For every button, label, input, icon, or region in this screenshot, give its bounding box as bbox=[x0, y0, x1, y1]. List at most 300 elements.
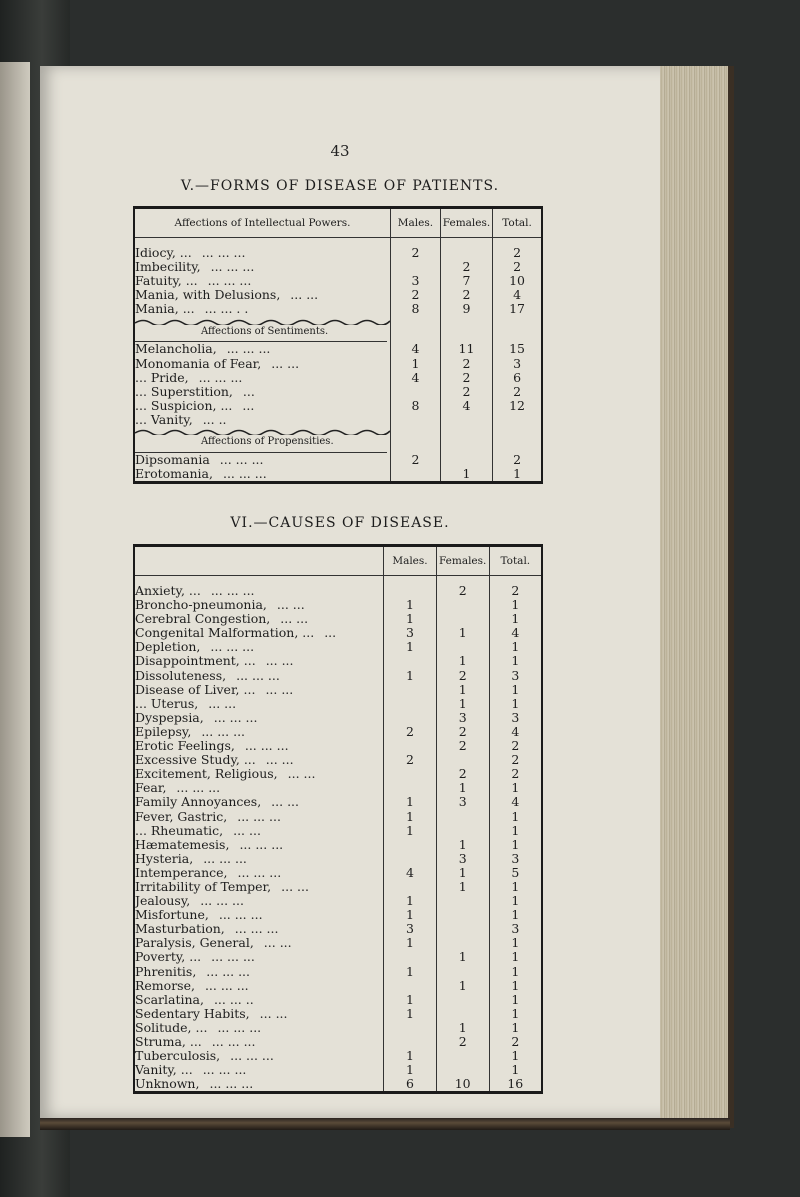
row-name: Misfortune, bbox=[135, 907, 209, 923]
leader-dots: ... ... .. bbox=[213, 991, 254, 1007]
males-cell: 1 bbox=[384, 640, 437, 654]
total-cell: 1 bbox=[489, 683, 542, 697]
row-name: ... Superstition, bbox=[135, 383, 233, 399]
row-name: Jealousy, bbox=[135, 893, 191, 909]
row-name: Anxiety, ... bbox=[135, 583, 201, 598]
males-cell bbox=[391, 260, 441, 274]
previous-page-edge bbox=[0, 62, 30, 1137]
females-cell: 2 bbox=[436, 584, 489, 598]
row-label bbox=[134, 626, 384, 640]
total-cell: 1 bbox=[489, 697, 542, 711]
leader-dots: ... ... bbox=[208, 695, 237, 711]
leader-dots: ... ... ... bbox=[209, 1076, 254, 1092]
table-row bbox=[134, 894, 542, 908]
table-row bbox=[134, 1021, 542, 1035]
total-cell bbox=[493, 413, 542, 427]
leader-dots: ... ... bbox=[271, 355, 300, 371]
table-row bbox=[134, 936, 542, 950]
males-cell: 6 bbox=[384, 1077, 437, 1093]
females-cell bbox=[436, 993, 489, 1007]
table-row bbox=[134, 399, 542, 413]
row-name: Hæmatemesis, bbox=[135, 836, 230, 852]
row-label bbox=[134, 1049, 384, 1063]
row-label bbox=[134, 880, 384, 894]
males-cell bbox=[391, 413, 441, 427]
females-cell: 10 bbox=[436, 1077, 489, 1093]
leader-dots: ... ... ... bbox=[203, 850, 247, 866]
total-cell: 3 bbox=[489, 669, 542, 683]
leader-dots: ... ... ... bbox=[200, 893, 244, 909]
row-name: Remorse, bbox=[135, 977, 195, 993]
males-cell bbox=[384, 711, 437, 725]
row-label bbox=[134, 371, 391, 385]
leader-dots: ... ... ... bbox=[210, 259, 255, 275]
table-row bbox=[134, 866, 542, 880]
section-heading bbox=[134, 316, 391, 342]
males-cell: 2 bbox=[384, 753, 437, 767]
row-label bbox=[134, 866, 384, 880]
table-row bbox=[134, 993, 542, 1007]
females-cell bbox=[436, 1049, 489, 1063]
leader-dots: ... ... bbox=[290, 287, 319, 303]
table-row bbox=[134, 1035, 542, 1049]
total-cell: 1 bbox=[489, 1007, 542, 1021]
row-label bbox=[134, 824, 384, 838]
females-cell bbox=[436, 908, 489, 922]
row-label bbox=[134, 274, 391, 288]
table-row bbox=[134, 908, 542, 922]
leader-dots: ... ... ... bbox=[207, 273, 252, 289]
section-6-title: VI.—CAUSES OF DISEASE. bbox=[230, 515, 450, 531]
females-cell: 4 bbox=[440, 399, 492, 413]
section-heading-row bbox=[134, 316, 542, 342]
total-cell: 1 bbox=[489, 894, 542, 908]
row-label bbox=[134, 1021, 384, 1035]
males-cell: 2 bbox=[391, 246, 441, 260]
row-label bbox=[134, 810, 384, 824]
table-row bbox=[134, 725, 542, 739]
row-label bbox=[134, 781, 384, 795]
row-name: Paralysis, General, bbox=[135, 935, 254, 951]
males-cell: 1 bbox=[384, 1007, 437, 1021]
row-name: Mania, ... bbox=[135, 301, 195, 317]
leader-dots: ... ... ... bbox=[237, 808, 281, 824]
males-cell bbox=[391, 316, 441, 342]
leader-dots: ... ... ... bbox=[210, 583, 255, 598]
females-cell bbox=[436, 965, 489, 979]
row-label bbox=[134, 1007, 384, 1021]
total-cell: 2 bbox=[493, 385, 542, 399]
total-cell: 3 bbox=[489, 922, 542, 936]
row-label bbox=[134, 936, 384, 950]
row-label bbox=[134, 399, 391, 413]
total-cell: 17 bbox=[493, 302, 542, 316]
row-label bbox=[134, 697, 384, 711]
females-cell: 1 bbox=[436, 697, 489, 711]
males-cell: 2 bbox=[391, 288, 441, 302]
males-cell: 4 bbox=[384, 866, 437, 880]
total-cell: 2 bbox=[489, 1035, 542, 1049]
table-row bbox=[134, 880, 542, 894]
row-name: Imbecility, bbox=[135, 259, 201, 275]
row-label bbox=[134, 950, 384, 964]
table-row bbox=[134, 584, 542, 598]
table-row bbox=[134, 385, 542, 399]
row-label bbox=[134, 669, 384, 683]
females-cell bbox=[436, 922, 489, 936]
leader-dots: ... ... bbox=[263, 935, 292, 951]
leader-dots: ... ... ... bbox=[237, 864, 282, 880]
males-cell bbox=[384, 880, 437, 894]
column-header-name bbox=[134, 546, 384, 576]
table-row bbox=[134, 767, 542, 781]
males-cell: 1 bbox=[384, 936, 437, 950]
row-label bbox=[134, 640, 384, 654]
total-cell: 6 bbox=[493, 371, 542, 385]
leader-dots: ... ... bbox=[233, 822, 261, 838]
leader-dots: ... .. bbox=[202, 411, 227, 427]
males-cell bbox=[391, 427, 441, 453]
row-name: Struma, ... bbox=[135, 1034, 202, 1049]
total-cell: 15 bbox=[493, 342, 542, 356]
leader-dots: ... ... ... bbox=[201, 723, 246, 739]
row-name: Fatuity, ... bbox=[135, 273, 198, 289]
row-label bbox=[134, 584, 384, 598]
total-cell: 3 bbox=[489, 852, 542, 866]
females-cell: 2 bbox=[436, 767, 489, 781]
row-name: Unknown, bbox=[135, 1076, 200, 1092]
row-label bbox=[134, 1077, 384, 1093]
total-cell: 1 bbox=[489, 1049, 542, 1063]
males-cell bbox=[384, 979, 437, 993]
row-name: ... Vanity, bbox=[135, 411, 193, 427]
row-name: Disease of Liver, ... bbox=[135, 681, 256, 697]
row-name: Dissoluteness, bbox=[135, 667, 227, 683]
row-name: ... Rheumatic, bbox=[135, 822, 224, 838]
leader-dots: ... ... ... bbox=[204, 977, 249, 993]
leader-dots: ... ... ... bbox=[206, 963, 251, 979]
row-name: Fear, bbox=[135, 780, 167, 796]
row-name: Fever, Gastric, bbox=[135, 808, 228, 824]
leader-dots: ... ... ... bbox=[198, 369, 243, 385]
males-cell: 1 bbox=[384, 1049, 437, 1063]
females-cell: 1 bbox=[436, 654, 489, 668]
row-name: Idiocy, ... bbox=[135, 245, 192, 260]
row-name: Congenital Malformation, ... bbox=[135, 625, 315, 641]
row-label bbox=[134, 979, 384, 993]
males-cell: 1 bbox=[384, 669, 437, 683]
row-name: Excitement, Religious, bbox=[135, 766, 278, 782]
total-cell: 1 bbox=[493, 467, 542, 483]
total-cell: 1 bbox=[489, 810, 542, 824]
total-cell: 3 bbox=[493, 357, 542, 371]
males-cell bbox=[391, 467, 441, 483]
total-cell: 4 bbox=[489, 626, 542, 640]
total-cell: 1 bbox=[489, 654, 542, 668]
males-cell: 4 bbox=[391, 342, 441, 356]
wavy-rule bbox=[135, 317, 390, 325]
leader-dots: ... ... ... bbox=[234, 921, 279, 937]
table-row bbox=[134, 260, 542, 274]
total-cell: 2 bbox=[493, 260, 542, 274]
row-name: Hysteria, bbox=[135, 850, 194, 866]
table-row bbox=[134, 453, 542, 467]
causes-table-body bbox=[134, 576, 542, 1093]
females-cell bbox=[436, 1007, 489, 1021]
males-cell: 1 bbox=[384, 993, 437, 1007]
leader-dots: ... ... bbox=[276, 597, 305, 613]
males-cell: 2 bbox=[391, 453, 441, 467]
table-row bbox=[134, 342, 542, 356]
row-name: Dyspepsia, bbox=[135, 709, 204, 725]
row-name: Irritability of Temper, bbox=[135, 878, 272, 894]
males-cell bbox=[384, 584, 437, 598]
total-cell: 12 bbox=[493, 399, 542, 413]
row-name: Excessive Study, ... bbox=[135, 752, 256, 768]
males-cell: 2 bbox=[384, 725, 437, 739]
row-label bbox=[134, 246, 391, 260]
leader-dots: ... ... ... bbox=[239, 836, 284, 852]
column-header-males: Males. bbox=[384, 546, 437, 576]
section-heading-label: Affections of Sentiments. bbox=[201, 325, 329, 337]
leader-dots: ... ... ... bbox=[218, 907, 263, 923]
females-cell bbox=[440, 453, 492, 467]
row-label bbox=[134, 993, 384, 1007]
row-label bbox=[134, 852, 384, 866]
causes-of-disease-table bbox=[133, 544, 543, 1094]
table-row bbox=[134, 965, 542, 979]
leader-dots: ... ... bbox=[280, 611, 309, 627]
table-row bbox=[134, 810, 542, 824]
table-row bbox=[134, 598, 542, 612]
total-cell: 2 bbox=[489, 767, 542, 781]
males-cell bbox=[384, 767, 437, 781]
leader-dots: ... ... bbox=[265, 752, 294, 768]
total-cell: 3 bbox=[489, 711, 542, 725]
males-cell bbox=[384, 697, 437, 711]
table-row bbox=[134, 302, 542, 316]
row-label bbox=[134, 922, 384, 936]
column-header-males: Males. bbox=[391, 208, 441, 238]
females-cell: 1 bbox=[436, 950, 489, 964]
males-cell: 3 bbox=[384, 626, 437, 640]
total-cell: 1 bbox=[489, 640, 542, 654]
section-heading-label: Affections of Propensities. bbox=[201, 436, 334, 448]
females-cell: 1 bbox=[436, 880, 489, 894]
females-cell: 2 bbox=[436, 739, 489, 753]
total-cell: 1 bbox=[489, 965, 542, 979]
table-row bbox=[134, 683, 542, 697]
males-cell bbox=[384, 683, 437, 697]
row-label bbox=[134, 342, 391, 356]
row-label bbox=[134, 612, 384, 626]
table-row bbox=[134, 753, 542, 767]
row-label bbox=[134, 413, 391, 427]
table-row bbox=[134, 1049, 542, 1063]
total-cell: 1 bbox=[489, 598, 542, 612]
leader-dots: ... bbox=[324, 625, 337, 641]
females-cell: 1 bbox=[440, 467, 492, 483]
females-cell: 9 bbox=[440, 302, 492, 316]
row-label bbox=[134, 1035, 384, 1049]
females-cell bbox=[436, 598, 489, 612]
females-cell: 1 bbox=[436, 1021, 489, 1035]
males-cell: 1 bbox=[384, 908, 437, 922]
total-cell: 2 bbox=[489, 753, 542, 767]
total-cell: 2 bbox=[489, 739, 542, 753]
heading-underline bbox=[135, 452, 387, 453]
females-cell: 2 bbox=[440, 371, 492, 385]
column-header-name: Affections of Intellectual Powers. bbox=[134, 208, 391, 238]
males-cell bbox=[384, 739, 437, 753]
leader-dots: ... ... ... bbox=[210, 639, 255, 655]
table-row bbox=[134, 288, 542, 302]
table-row bbox=[134, 413, 542, 427]
total-cell: 1 bbox=[489, 1021, 542, 1035]
table-row bbox=[134, 711, 542, 725]
row-label bbox=[134, 767, 384, 781]
row-name: ... Pride, bbox=[135, 369, 189, 385]
males-cell bbox=[391, 385, 441, 399]
row-name: Erotic Feelings, bbox=[135, 738, 235, 754]
row-label bbox=[134, 795, 384, 809]
table-row bbox=[134, 852, 542, 866]
wavy-rule bbox=[135, 427, 390, 435]
row-name: Erotomania, bbox=[135, 466, 213, 482]
forms-table-body bbox=[134, 238, 542, 483]
males-cell: 1 bbox=[384, 824, 437, 838]
table-row bbox=[134, 795, 542, 809]
row-name: Tuberculosis, bbox=[135, 1048, 221, 1064]
row-name: Disappointment, ... bbox=[135, 653, 256, 669]
males-cell: 1 bbox=[384, 894, 437, 908]
row-label bbox=[134, 725, 384, 739]
leader-dots: ... ... ... bbox=[176, 780, 221, 796]
females-cell: 1 bbox=[436, 683, 489, 697]
row-name: Masturbation, bbox=[135, 921, 225, 937]
total-cell: 1 bbox=[489, 880, 542, 894]
table-row bbox=[134, 1007, 542, 1021]
table-row bbox=[134, 357, 542, 371]
total-cell: 1 bbox=[489, 979, 542, 993]
females-cell: 1 bbox=[436, 626, 489, 640]
leader-dots: ... ... ... bbox=[201, 245, 246, 260]
females-cell: 11 bbox=[440, 342, 492, 356]
leader-dots: ... ... ... bbox=[244, 738, 289, 754]
table-header-row bbox=[134, 546, 542, 576]
males-cell bbox=[384, 654, 437, 668]
males-cell: 1 bbox=[384, 795, 437, 809]
females-cell bbox=[436, 753, 489, 767]
column-header-total: Total. bbox=[489, 546, 542, 576]
row-name: Depletion, bbox=[135, 639, 201, 655]
males-cell bbox=[384, 781, 437, 795]
females-cell: 1 bbox=[436, 979, 489, 993]
total-cell: 2 bbox=[489, 584, 542, 598]
females-cell: 1 bbox=[436, 781, 489, 795]
table-row bbox=[134, 274, 542, 288]
row-label bbox=[134, 838, 384, 852]
leader-dots: ... ... ... bbox=[236, 667, 280, 683]
leader-dots: ... ... bbox=[281, 878, 309, 894]
row-name: Vanity, ... bbox=[135, 1062, 193, 1078]
leader-dots: ... bbox=[242, 383, 255, 399]
total-cell: 5 bbox=[489, 866, 542, 880]
males-cell bbox=[384, 852, 437, 866]
row-label bbox=[134, 453, 391, 467]
total-cell: 1 bbox=[489, 824, 542, 838]
row-label bbox=[134, 753, 384, 767]
row-label bbox=[134, 683, 384, 697]
females-cell bbox=[440, 427, 492, 453]
total-cell: 1 bbox=[489, 838, 542, 852]
females-cell bbox=[440, 413, 492, 427]
leader-dots: ... ... ... bbox=[230, 1048, 274, 1064]
females-cell bbox=[436, 1063, 489, 1077]
total-cell: 1 bbox=[489, 993, 542, 1007]
table-row bbox=[134, 626, 542, 640]
table-row bbox=[134, 950, 542, 964]
total-cell: 1 bbox=[489, 781, 542, 795]
males-cell: 4 bbox=[391, 371, 441, 385]
females-cell bbox=[436, 640, 489, 654]
males-cell: 1 bbox=[384, 965, 437, 979]
females-cell bbox=[440, 316, 492, 342]
leader-dots: ... ... ... bbox=[211, 1034, 256, 1049]
leader-dots: ... ... . . bbox=[204, 301, 249, 317]
females-cell: 3 bbox=[436, 852, 489, 866]
row-label bbox=[134, 598, 384, 612]
total-cell bbox=[493, 427, 542, 453]
row-name: Monomania of Fear, bbox=[135, 355, 262, 371]
column-header-females: Females. bbox=[436, 546, 489, 576]
males-cell: 3 bbox=[384, 922, 437, 936]
row-name: Dipsomania bbox=[135, 452, 210, 468]
total-cell: 4 bbox=[489, 725, 542, 739]
total-cell bbox=[493, 316, 542, 342]
females-cell: 3 bbox=[436, 795, 489, 809]
females-cell: 1 bbox=[436, 866, 489, 880]
table-row bbox=[134, 922, 542, 936]
males-cell bbox=[384, 1021, 437, 1035]
row-name: Solitude, ... bbox=[135, 1019, 208, 1035]
females-cell bbox=[436, 824, 489, 838]
table-row bbox=[134, 467, 542, 483]
row-label bbox=[134, 711, 384, 725]
females-cell bbox=[436, 936, 489, 950]
males-cell: 1 bbox=[391, 357, 441, 371]
leader-dots: ... ... ... bbox=[217, 1019, 262, 1035]
table-row bbox=[134, 654, 542, 668]
table-row bbox=[134, 739, 542, 753]
row-name: ... Suspicion, ... bbox=[135, 397, 233, 413]
leader-dots: ... ... bbox=[265, 653, 294, 669]
table-row bbox=[134, 781, 542, 795]
row-name: Poverty, ... bbox=[135, 949, 202, 965]
row-label bbox=[134, 302, 391, 316]
row-label bbox=[134, 288, 391, 302]
total-cell: 1 bbox=[489, 936, 542, 950]
book-bottom-edge bbox=[40, 1118, 730, 1130]
leader-dots: ... ... ... bbox=[211, 949, 255, 965]
section-heading bbox=[134, 427, 391, 453]
section-heading-row bbox=[134, 427, 542, 453]
leader-dots: ... bbox=[242, 397, 255, 413]
page-fore-edge bbox=[660, 66, 734, 1128]
total-cell: 1 bbox=[489, 908, 542, 922]
males-cell: 1 bbox=[384, 1063, 437, 1077]
row-name: Phrenitis, bbox=[135, 963, 197, 979]
